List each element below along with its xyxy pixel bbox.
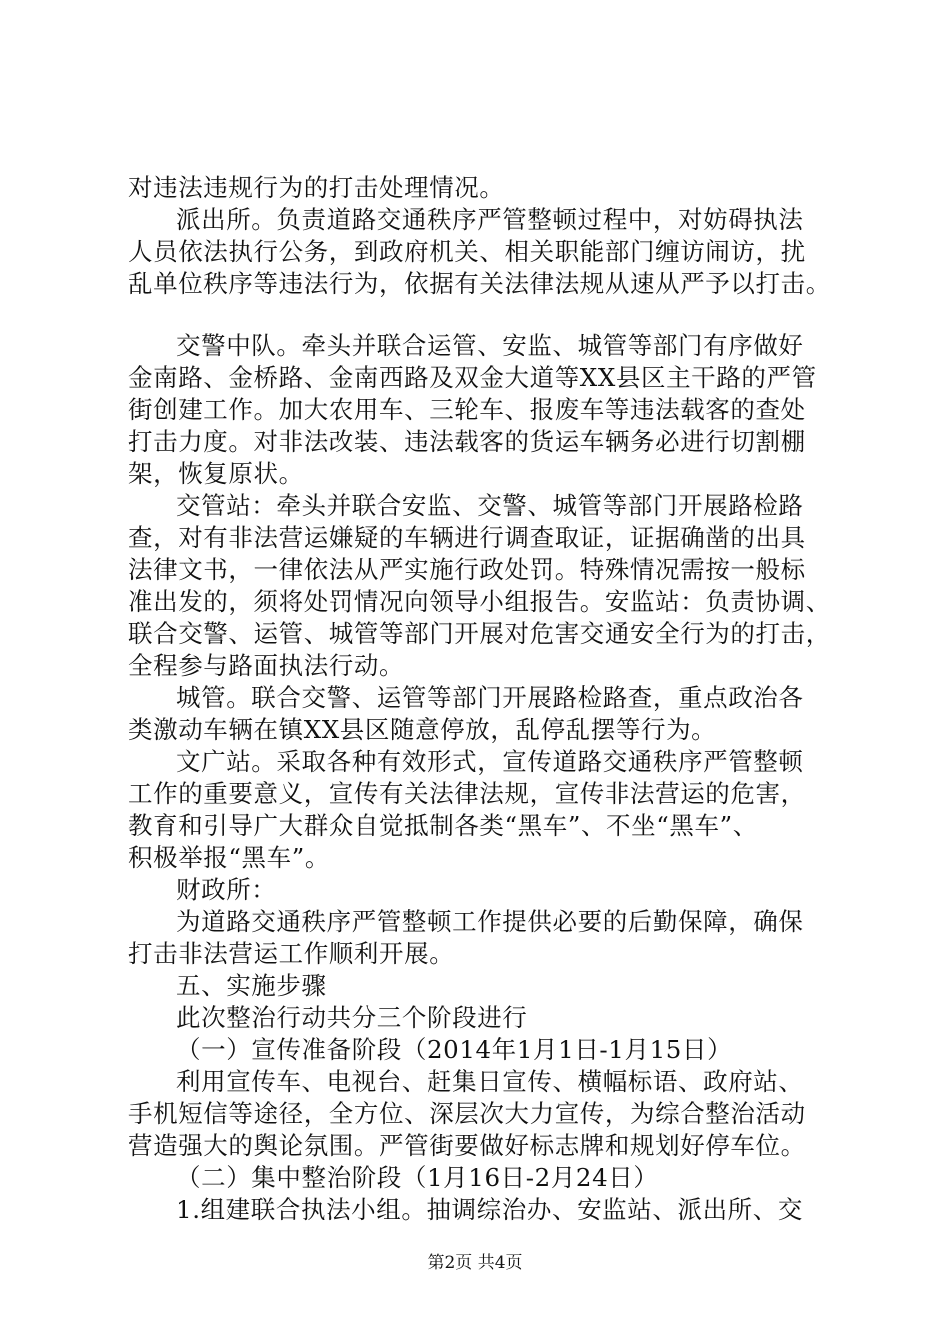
text-line: 对违法违规行为的打击处理情况。	[128, 173, 505, 202]
text-line: 工作的重要意义，宣传有关法律法规，宣传非法营运的危害，	[128, 779, 806, 808]
text-line: 积极举报“黑车”。	[128, 843, 330, 872]
text-line: 手机短信等途径，全方位、深层次大力宣传，为综合整治活动	[128, 1099, 806, 1128]
text-line: 人员依法执行公务，到政府机关、相关职能部门缠访闹访，扰	[128, 237, 806, 266]
text-line: 乱单位秩序等违法行为，依据有关法律法规从速从严予以打击。	[128, 269, 831, 298]
text-line: 财政所：	[176, 875, 277, 904]
text-line: 准出发的，须将处罚情况向领导小组报告。安监站：负责协调、	[128, 587, 831, 616]
text-line: 打击力度。对非法改装、违法载客的货运车辆务必进行切割棚	[128, 427, 806, 456]
section-heading: 五、实施步骤	[176, 971, 327, 1000]
text-line: 打击非法营运工作顺利开展。	[128, 939, 455, 968]
subsection-heading: （二）集中整治阶段（1月16日-2月24日）	[176, 1163, 659, 1192]
text-line: 金南路、金桥路、金南西路及双金大道等XX县区主干路的严管	[128, 363, 817, 392]
text-line: 此次整治行动共分三个阶段进行	[176, 1003, 528, 1032]
text-line: 1.组建联合执法小组。抽调综治办、安监站、派出所、交	[176, 1195, 803, 1224]
text-line: 营造强大的舆论氛围。严管街要做好标志牌和规划好停车位。	[128, 1131, 806, 1160]
text-line: 利用宣传车、电视台、赶集日宣传、横幅标语、政府站、	[176, 1067, 804, 1096]
text-line: 交警中队。牵头并联合运管、安监、城管等部门有序做好	[176, 331, 804, 360]
page-number-footer: 第2页 共4页	[427, 1253, 523, 1273]
text-line: 文广站。采取各种有效形式，宣传道路交通秩序严管整顿	[176, 747, 804, 776]
text-line: 为道路交通秩序严管整顿工作提供必要的后勤保障，确保	[176, 907, 804, 936]
text-line: 类激动车辆在镇XX县区随意停放，乱停乱摆等行为。	[128, 715, 717, 744]
subsection-heading: （一）宣传准备阶段（2014年1月1日-1月15日）	[176, 1035, 733, 1064]
text-line: 法律文书，一律依法从严实施行政处罚。特殊情况需按一般标	[128, 555, 806, 584]
text-line: 城管。联合交警、运管等部门开展路检路查，重点政治各	[176, 683, 804, 712]
text-line: 架，恢复原状。	[128, 459, 304, 488]
text-line: 交管站：牵头并联合安监、交警、城管等部门开展路检路	[176, 491, 804, 520]
text-line: 教育和引导广大群众自觉抵制各类“黑车”、不坐“黑车”、	[128, 811, 758, 840]
text-line: 联合交警、运管、城管等部门开展对危害交通安全行为的打击，	[128, 619, 831, 648]
text-line: 派出所。负责道路交通秩序严管整顿过程中，对妨碍执法	[176, 205, 804, 234]
text-line: 查，对有非法营运嫌疑的车辆进行调查取证，证据确凿的出具	[128, 523, 806, 552]
text-line: 全程参与路面执法行动。	[128, 651, 405, 680]
text-line: 街创建工作。加大农用车、三轮车、报废车等违法载客的查处	[128, 395, 806, 424]
